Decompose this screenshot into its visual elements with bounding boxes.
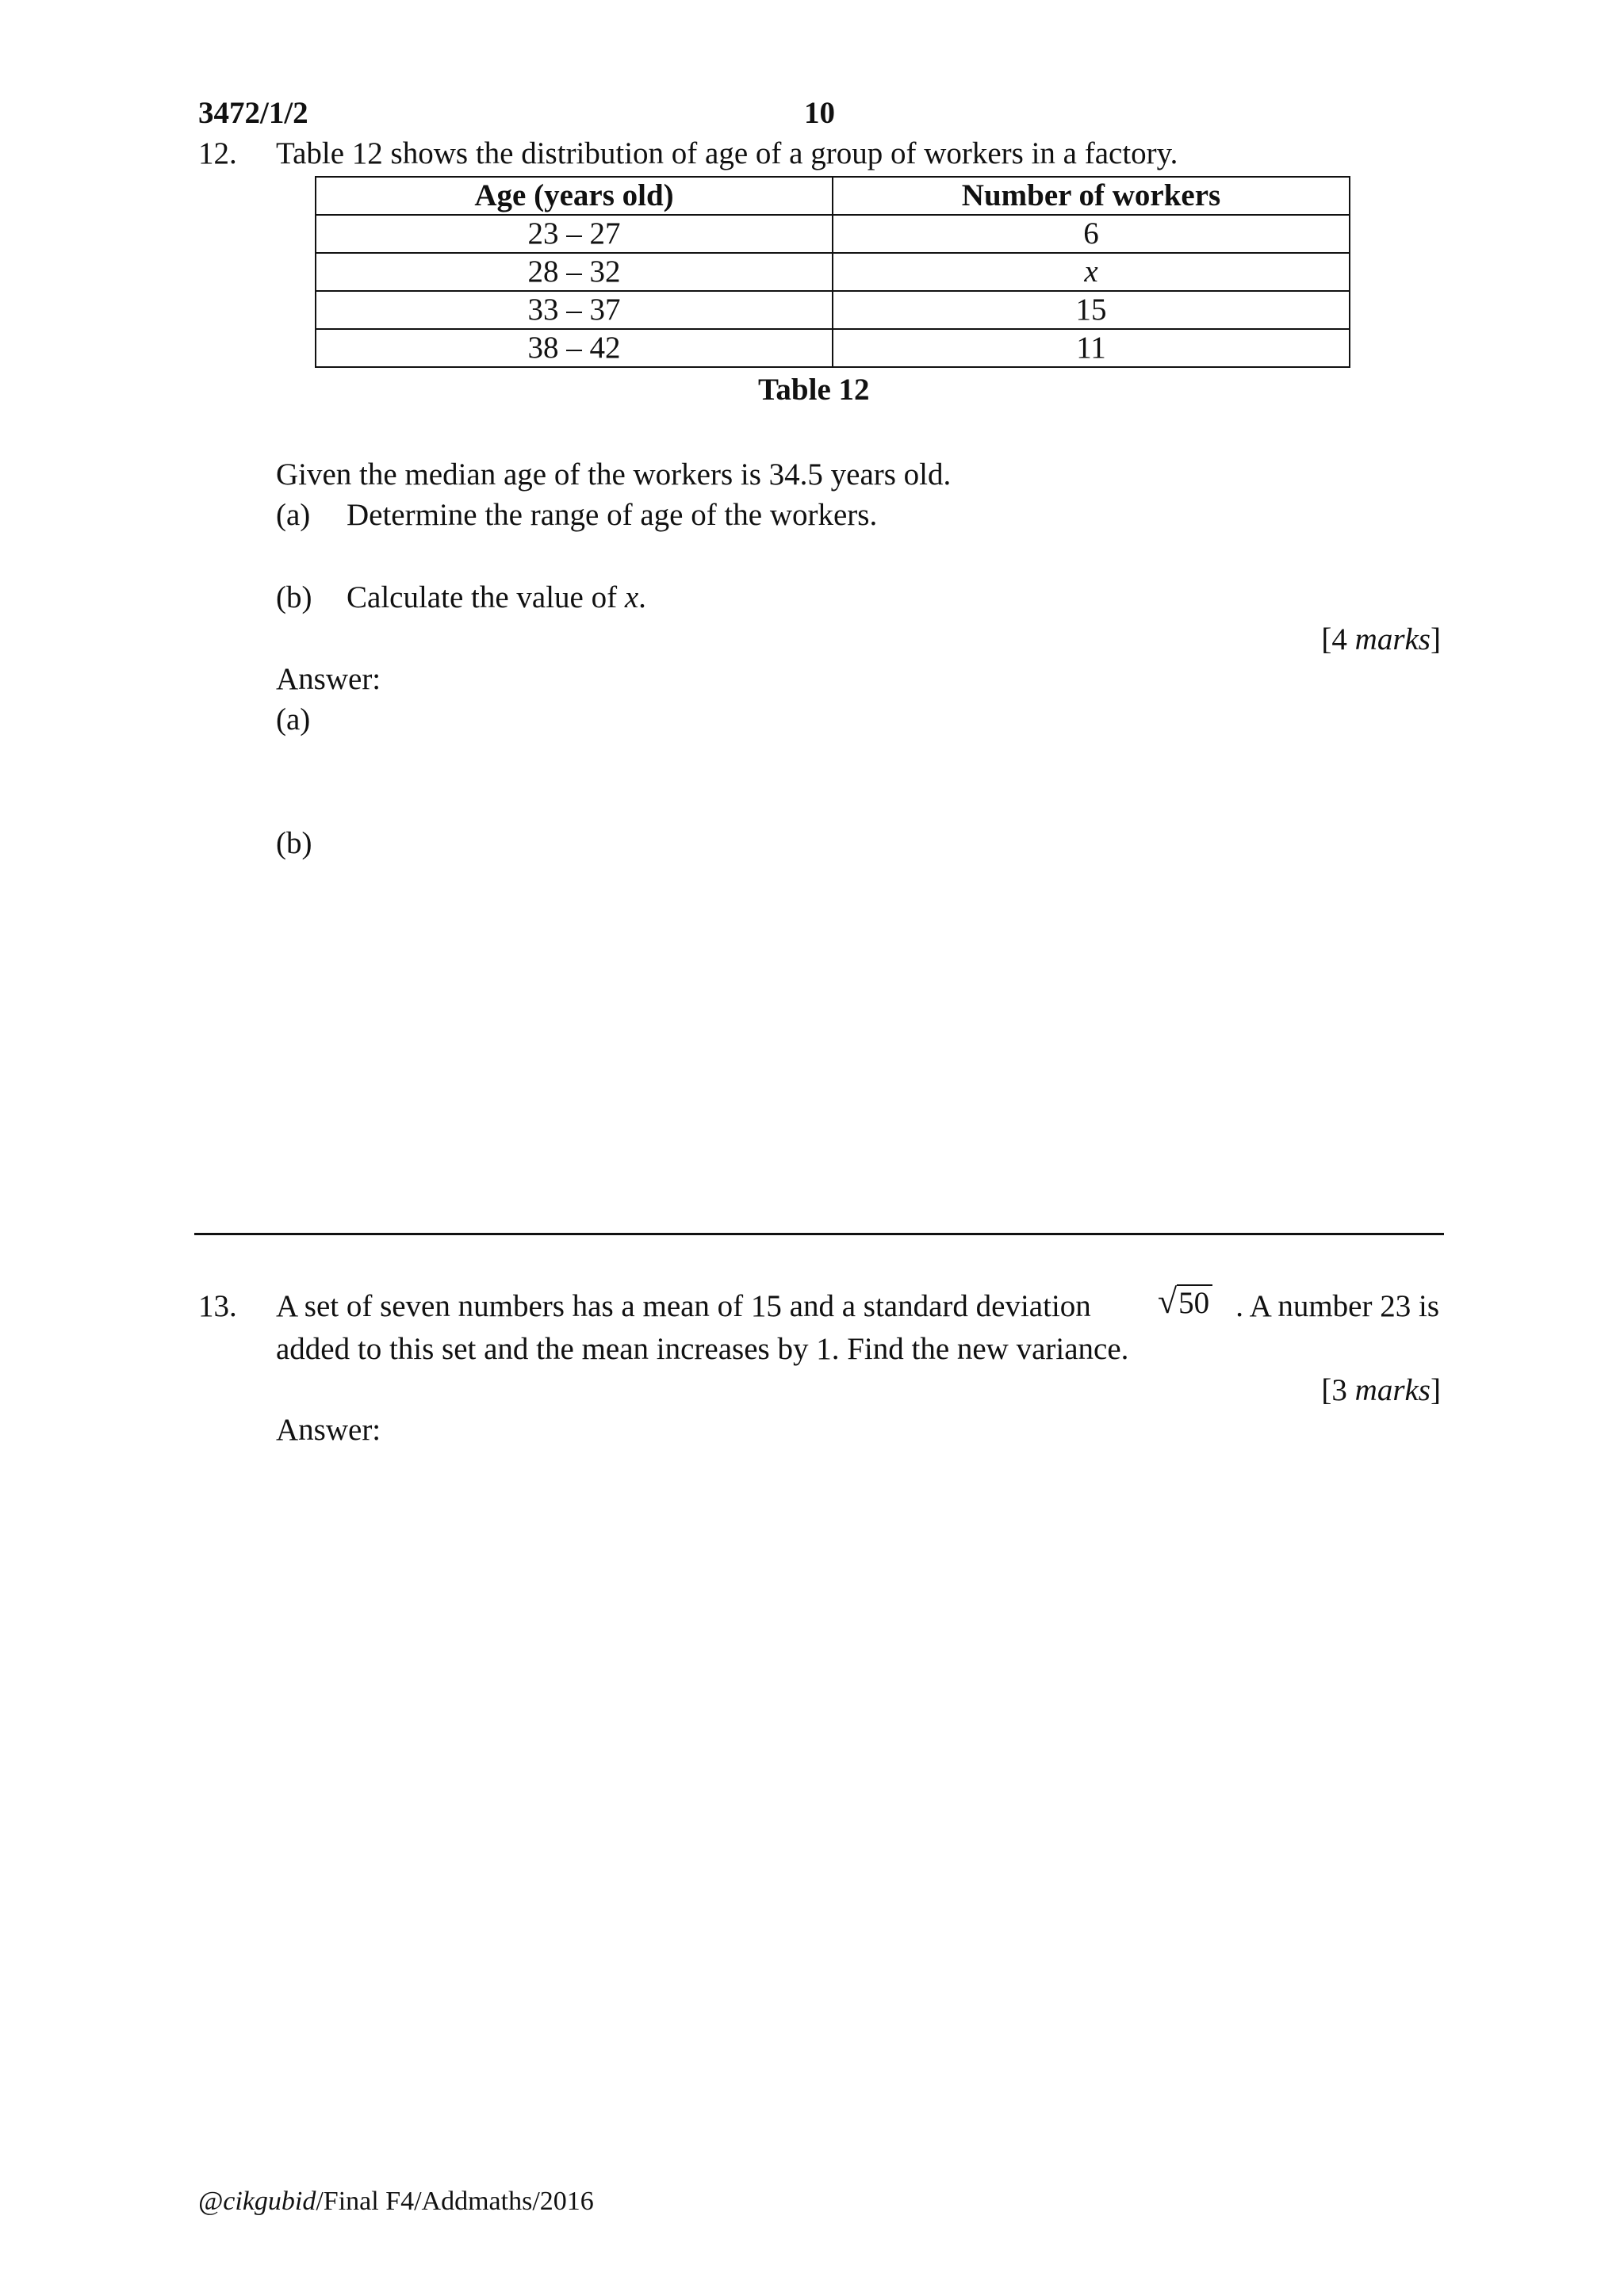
table-row [316,253,1350,291]
table-row [316,291,1350,329]
table-header-age: Age (years old) [316,177,833,215]
footer-handle: @cikgubid [198,2187,316,2216]
q12-answer-b: (b) [276,826,312,860]
table-cell-workers: 6 [833,215,1350,253]
table-row [316,215,1350,253]
marks-close-bracket: ] [1431,622,1441,656]
sqrt-value: 50 [1177,1284,1212,1320]
q12-part-b-text-post: . [638,580,646,614]
q13-line2: added to this set and the mean increases by 1. Find the new variance. [276,1332,1129,1366]
q12-number: 12. [198,136,237,170]
q12-given: Given the median age of the workers is 34.5 years old. [276,457,952,492]
q13-marks [1321,1372,1441,1410]
table-header-row [316,177,1350,215]
table-cell-age: 38 – 42 [316,329,833,367]
table-cell-age: 28 – 32 [316,253,833,291]
marks-close-bracket: ] [1431,1373,1441,1407]
table-row [316,329,1350,367]
q13-line1-post: . A number 23 is [1235,1289,1439,1323]
marks-open-bracket: [ [1321,622,1332,656]
q12-answer-a: (a) [276,702,311,737]
marks-word: marks [1354,1373,1431,1407]
footer-rest: /Final F4/Addmaths/2016 [316,2187,594,2216]
q13-answer-label: Answer: [276,1413,381,1447]
q12-intro: Table 12 shows the distribution of age of a group of workers in a factory. [276,136,1178,170]
q12-answer-label: Answer: [276,662,381,696]
q12-part-b-text [347,579,646,617]
marks-word: marks [1354,622,1431,656]
q13-number: 13. [198,1289,237,1323]
q12-part-a-text: Determine the range of age of the workers. [347,498,878,532]
q12-part-b-text-pre: Calculate the value of [347,580,625,614]
distribution-table [315,176,1350,368]
table-cell-age: 23 – 27 [316,215,833,253]
page-footer [198,2187,594,2217]
q13-sqrt [1158,1283,1212,1322]
q13-line1-pre: A set of seven numbers has a mean of 15 and a standard deviation [276,1289,1091,1323]
paper-code: 3472/1/2 [198,96,308,130]
marks-number: 3 [1331,1373,1355,1407]
sqrt-icon: √ [1158,1282,1178,1321]
marks-open-bracket: [ [1321,1373,1332,1407]
q12-marks [1321,621,1441,659]
table-cell-age: 33 – 37 [316,291,833,329]
q12-part-b-label: (b) [276,580,312,614]
marks-number: 4 [1331,622,1355,656]
question-separator [194,1233,1444,1235]
q12-variable-x: x [624,580,639,614]
table-caption: Table 12 [758,373,870,407]
table-cell-workers: 11 [833,329,1350,367]
table-cell-workers: x [833,253,1350,291]
page-number: 10 [804,96,835,130]
q12-part-a-label: (a) [276,498,311,532]
table-header-workers: Number of workers [833,177,1350,215]
table-cell-workers: 15 [833,291,1350,329]
